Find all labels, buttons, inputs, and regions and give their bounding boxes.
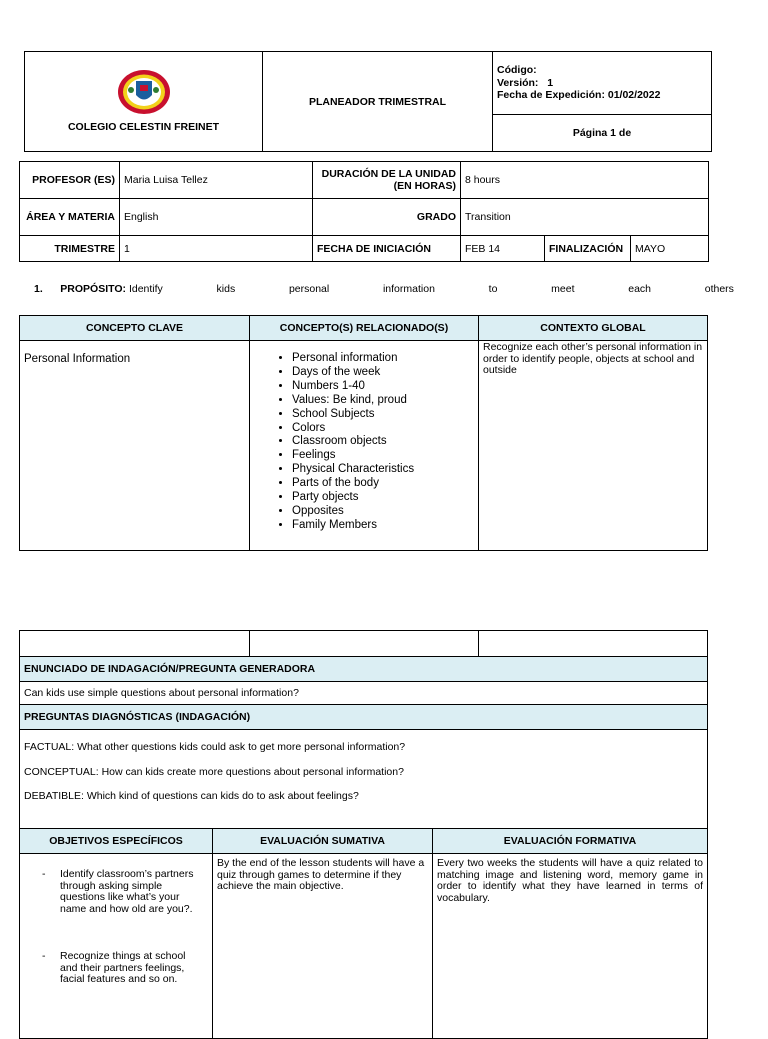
contexto-global-header: CONTEXTO GLOBAL (479, 316, 708, 341)
objetivos-list (20, 869, 212, 986)
sumativa-header: EVALUACIÓN SUMATIVA (213, 829, 433, 854)
school-cell (25, 52, 263, 152)
profesor-label: PROFESOR (ES) (20, 162, 120, 199)
list-item: • Days of the week (292, 366, 474, 380)
proposito-word: kids (216, 283, 236, 295)
concepto-clave-header: CONCEPTO CLAVE (20, 316, 250, 341)
info-table (19, 161, 709, 262)
area-value: English (120, 199, 313, 236)
school-logo (116, 68, 172, 116)
objetivos-cell (20, 854, 213, 1039)
evaluacion-table (19, 828, 708, 1039)
list-item: • Personal information (292, 352, 474, 366)
list-item: • Physical Characteristics (292, 463, 474, 477)
fecha-iniciacion-value: FEB 14 (461, 236, 545, 262)
list-item: - Recognize things at school and their partners feelings, facial features and so on. (20, 951, 212, 986)
sumativa-value: By the end of the lesson students will have a quiz through games to determine if they achieve the main objective. (213, 854, 433, 1039)
document-title: PLANEADOR TRIMESTRAL (263, 52, 493, 152)
list-item: • Family Members (292, 519, 474, 533)
enunciado-header: ENUNCIADO DE INDAGACIÓN/PREGUNTA GENERADORA (20, 657, 708, 682)
proposito-line (34, 283, 734, 295)
list-item: • Classroom objects (292, 435, 474, 449)
duracion-label: DURACIÓN DE LA UNIDAD (EN HORAS) (313, 162, 461, 199)
grado-value: Transition (461, 199, 709, 236)
header-table (24, 51, 712, 152)
version-line: Versión: 1 (497, 76, 554, 89)
version-value: 1 (547, 76, 554, 89)
grado-label: GRADO (313, 199, 461, 236)
list-item: • Parts of the body (292, 477, 474, 491)
list-item: • Party objects (292, 491, 474, 505)
enunciado-value: Can kids use simple questions about personal information? (20, 682, 708, 705)
list-item: • Numbers 1-40 (292, 380, 474, 394)
factual-question: FACTUAL: What other questions kids could ask to get more personal information? (24, 741, 406, 753)
profesor-value: Maria Luisa Tellez (120, 162, 313, 199)
list-item: • Values: Be kind, proud (292, 394, 474, 408)
diagnosticas-header: PREGUNTAS DIAGNÓSTICAS (INDAGACIÓN) (20, 705, 708, 730)
area-label: ÁREA Y MATERIA (20, 199, 120, 236)
diagnosticas-cell (20, 730, 708, 829)
proposito-word: others (704, 283, 734, 295)
conceptos-relacionados-header: CONCEPTO(S) RELACIONADO(S) (250, 316, 479, 341)
proposito-word: personal (288, 283, 330, 295)
conceptos-relacionados-cell (250, 341, 479, 551)
fecha-iniciacion-label: FECHA DE INICIACIÓN (313, 236, 461, 262)
conceptos-table (19, 315, 708, 551)
doc-meta-cell (493, 52, 712, 115)
finalizacion-label: FINALIZACIÓN (545, 236, 631, 262)
list-item: - Identify classroom’s partners through asking simple questions like what’s your name and how old are you?. (20, 869, 212, 915)
finalizacion-value: MAYO (631, 236, 709, 262)
formativa-header: EVALUACIÓN FORMATIVA (433, 829, 708, 854)
fecha-expedicion-value: 01/02/2022 (607, 89, 661, 101)
proposito-word: to (488, 283, 498, 295)
empty-cell (250, 631, 479, 657)
trimestre-label: TRIMESTRE (20, 236, 120, 262)
proposito-word: each (628, 283, 652, 295)
empty-cell (479, 631, 708, 657)
formativa-value: Every two weeks the students will have a quiz related to matching image and listening word, memory game in order to identify what they have learned in terms of vocabulary. (433, 854, 708, 1039)
objetivos-header: OBJETIVOS ESPECÍFICOS (20, 829, 213, 854)
concepto-clave-value: Personal Information (20, 341, 250, 551)
indagacion-table (19, 630, 708, 829)
school-name: COLEGIO CELESTIN FREINET (67, 121, 220, 133)
codigo-label: Código: (497, 64, 537, 76)
empty-cell (20, 631, 250, 657)
list-item: • Colors (292, 422, 474, 436)
list-item: • Feelings (292, 449, 474, 463)
list-item: • Opposites (292, 505, 474, 519)
proposito-word: meet (551, 283, 575, 295)
page-number: Página 1 de (493, 115, 712, 152)
contexto-global-value: Recognize each other’s personal information in order to identify people, objects at school and outside (479, 341, 708, 551)
debatible-question: DEBATIBLE: Which kind of questions can kids do to ask about feelings? (24, 790, 359, 802)
proposito-label: PROPÓSITO: (60, 283, 127, 295)
duracion-value: 8 hours (461, 162, 709, 199)
fecha-expedicion-line: Fecha de Expedición: 01/02/2022 (497, 89, 661, 101)
proposito-word: information (382, 283, 435, 295)
trimestre-value: 1 (120, 236, 313, 262)
conceptual-question: CONCEPTUAL: How can kids create more questions about personal information? (24, 765, 404, 778)
list-item: • School Subjects (292, 408, 474, 422)
conceptos-relacionados-list (254, 352, 474, 533)
proposito-heading: 1. PROPÓSITO: Identify (34, 283, 163, 295)
